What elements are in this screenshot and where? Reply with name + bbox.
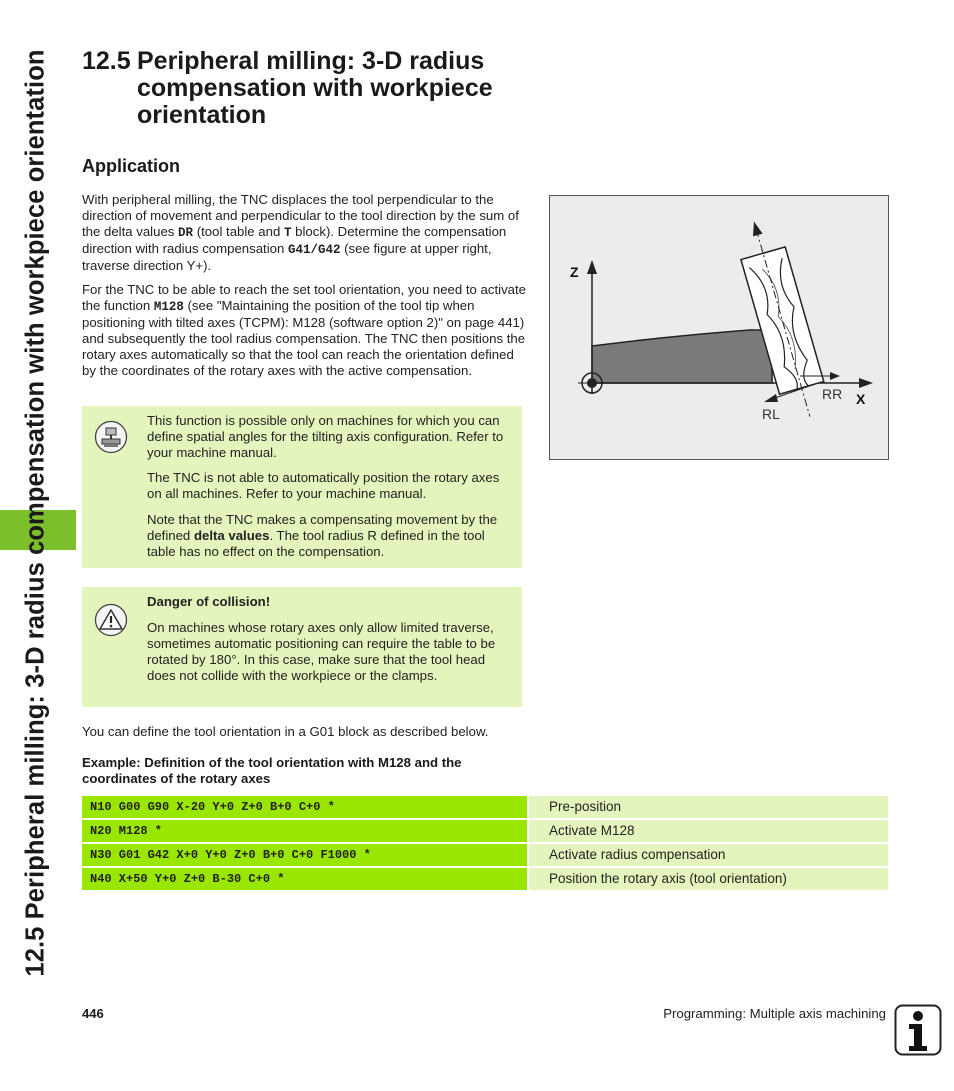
figure-drawing: [550, 196, 888, 459]
text: block). Determine the compensation direction with radius compensation: [82, 224, 507, 256]
tool-orientation-figure: [549, 195, 889, 460]
text: (see "Maintaining the position of the tool tip when positioning with tilted axes (TCPM): M128 (software option 2)" on page 441) and subsequently the tool radius compensation. The TNC then positions the rotary axes automatically so that the tool can reach the orientation defined by the coordinates of the rotary axes with the active compensation.: [82, 298, 526, 378]
running-title-text: 12.5 Peripheral milling: 3-D radius compensation with workpiece orientation: [21, 49, 50, 977]
rl-arrow-head: [764, 394, 778, 402]
code-cell: N20 M128 *: [82, 820, 527, 842]
text: . The tool radius R defined in the tool table has no effect on the compensation.: [147, 528, 485, 559]
code-dr: DR: [178, 226, 194, 240]
section-title-line-2: compensation with workpiece: [137, 74, 493, 102]
code-cell: N30 G01 G42 X+0 Y+0 Z+0 B+0 C+0 F1000 *: [82, 844, 527, 866]
code-row: [82, 844, 888, 866]
label-rr: RR: [822, 386, 843, 402]
code-t: T: [283, 226, 292, 240]
label-rl: RL: [762, 406, 780, 422]
label-z: Z: [570, 264, 579, 280]
machine-note: [82, 406, 522, 568]
code-row: [82, 820, 888, 842]
text: With peripheral milling, the TNC displaces the tool perpendicular to the direction of movement and perpendicular to the tool direction by the sum of the delta values: [82, 192, 519, 239]
section-heading: Application: [82, 156, 180, 176]
info-icon: [894, 1004, 942, 1056]
code-g41-g42: G41/G42: [287, 243, 341, 257]
text: For the TNC to be able to reach the set tool orientation, you need to activate the function: [82, 282, 527, 313]
running-title: [16, 44, 56, 982]
warning-icon: [94, 603, 128, 637]
page-number: 446: [82, 1006, 104, 1021]
section-number: 12.5: [82, 47, 131, 75]
code-row: [82, 796, 888, 818]
tilted-tool: [732, 215, 832, 423]
comment-cell: Activate M128: [529, 820, 888, 842]
code-cell: N10 G00 G90 X-20 Y+0 Z+0 B+0 C+0 *: [82, 796, 527, 818]
code-m128: M128: [153, 300, 184, 314]
label-x: X: [856, 391, 866, 407]
comment-cell: Pre-position: [529, 796, 888, 818]
code-cell: N40 X+50 Y+0 Z+0 B-30 C+0 *: [82, 868, 527, 890]
comment-cell: Position the rotary axis (tool orientation): [529, 868, 888, 890]
text: Note that the TNC makes a compensating movement by the defined: [147, 512, 498, 543]
section-title-line-3: orientation: [137, 101, 267, 129]
footer-chapter: Programming: Multiple axis machining: [663, 1006, 886, 1021]
danger-body: On machines whose rotary axes only allow limited traverse, sometimes automatic positioning can require the table to be rotated by 180°. In this case, make sure that the tool head does not collide with the workpiece or the clamps.: [147, 620, 496, 683]
text: (see figure at upper right, traverse direction Y+).: [82, 241, 492, 273]
danger-title: Danger of collision!: [147, 594, 271, 609]
section-title: [137, 48, 557, 129]
section-title-line-1: Peripheral milling: 3-D radius: [137, 47, 485, 75]
x-axis-arrow: [859, 378, 873, 388]
bold-text: delta values: [193, 528, 270, 543]
machine-note-p2: The TNC is not able to automatically position the rotary axes on all machines. Refer to your machine manual.: [147, 470, 500, 501]
machine-note-p1: This function is possible only on machines for which you can define spatial angles for the tilting axis configuration. Refer to your machine manual.: [147, 413, 504, 460]
machine-icon: [94, 420, 128, 454]
danger-note: [82, 587, 522, 707]
paragraph-2: [82, 282, 527, 379]
text: (tool table and: [193, 224, 284, 239]
comment-cell: Activate radius compensation: [529, 844, 888, 866]
rr-arrow-head: [830, 372, 840, 380]
example-heading: Example: Definition of the tool orientation with M128 and the coordinates of the rotary axes: [82, 755, 462, 786]
machine-note-p3: [147, 512, 515, 560]
paragraph-3: You can define the tool orientation in a G01 block as described below.: [82, 724, 489, 739]
workpiece-shape: [592, 330, 772, 383]
z-axis-arrow: [587, 260, 597, 274]
paragraph-1: [82, 192, 527, 274]
code-row: [82, 868, 888, 890]
tool-axis-arrow: [749, 220, 762, 236]
